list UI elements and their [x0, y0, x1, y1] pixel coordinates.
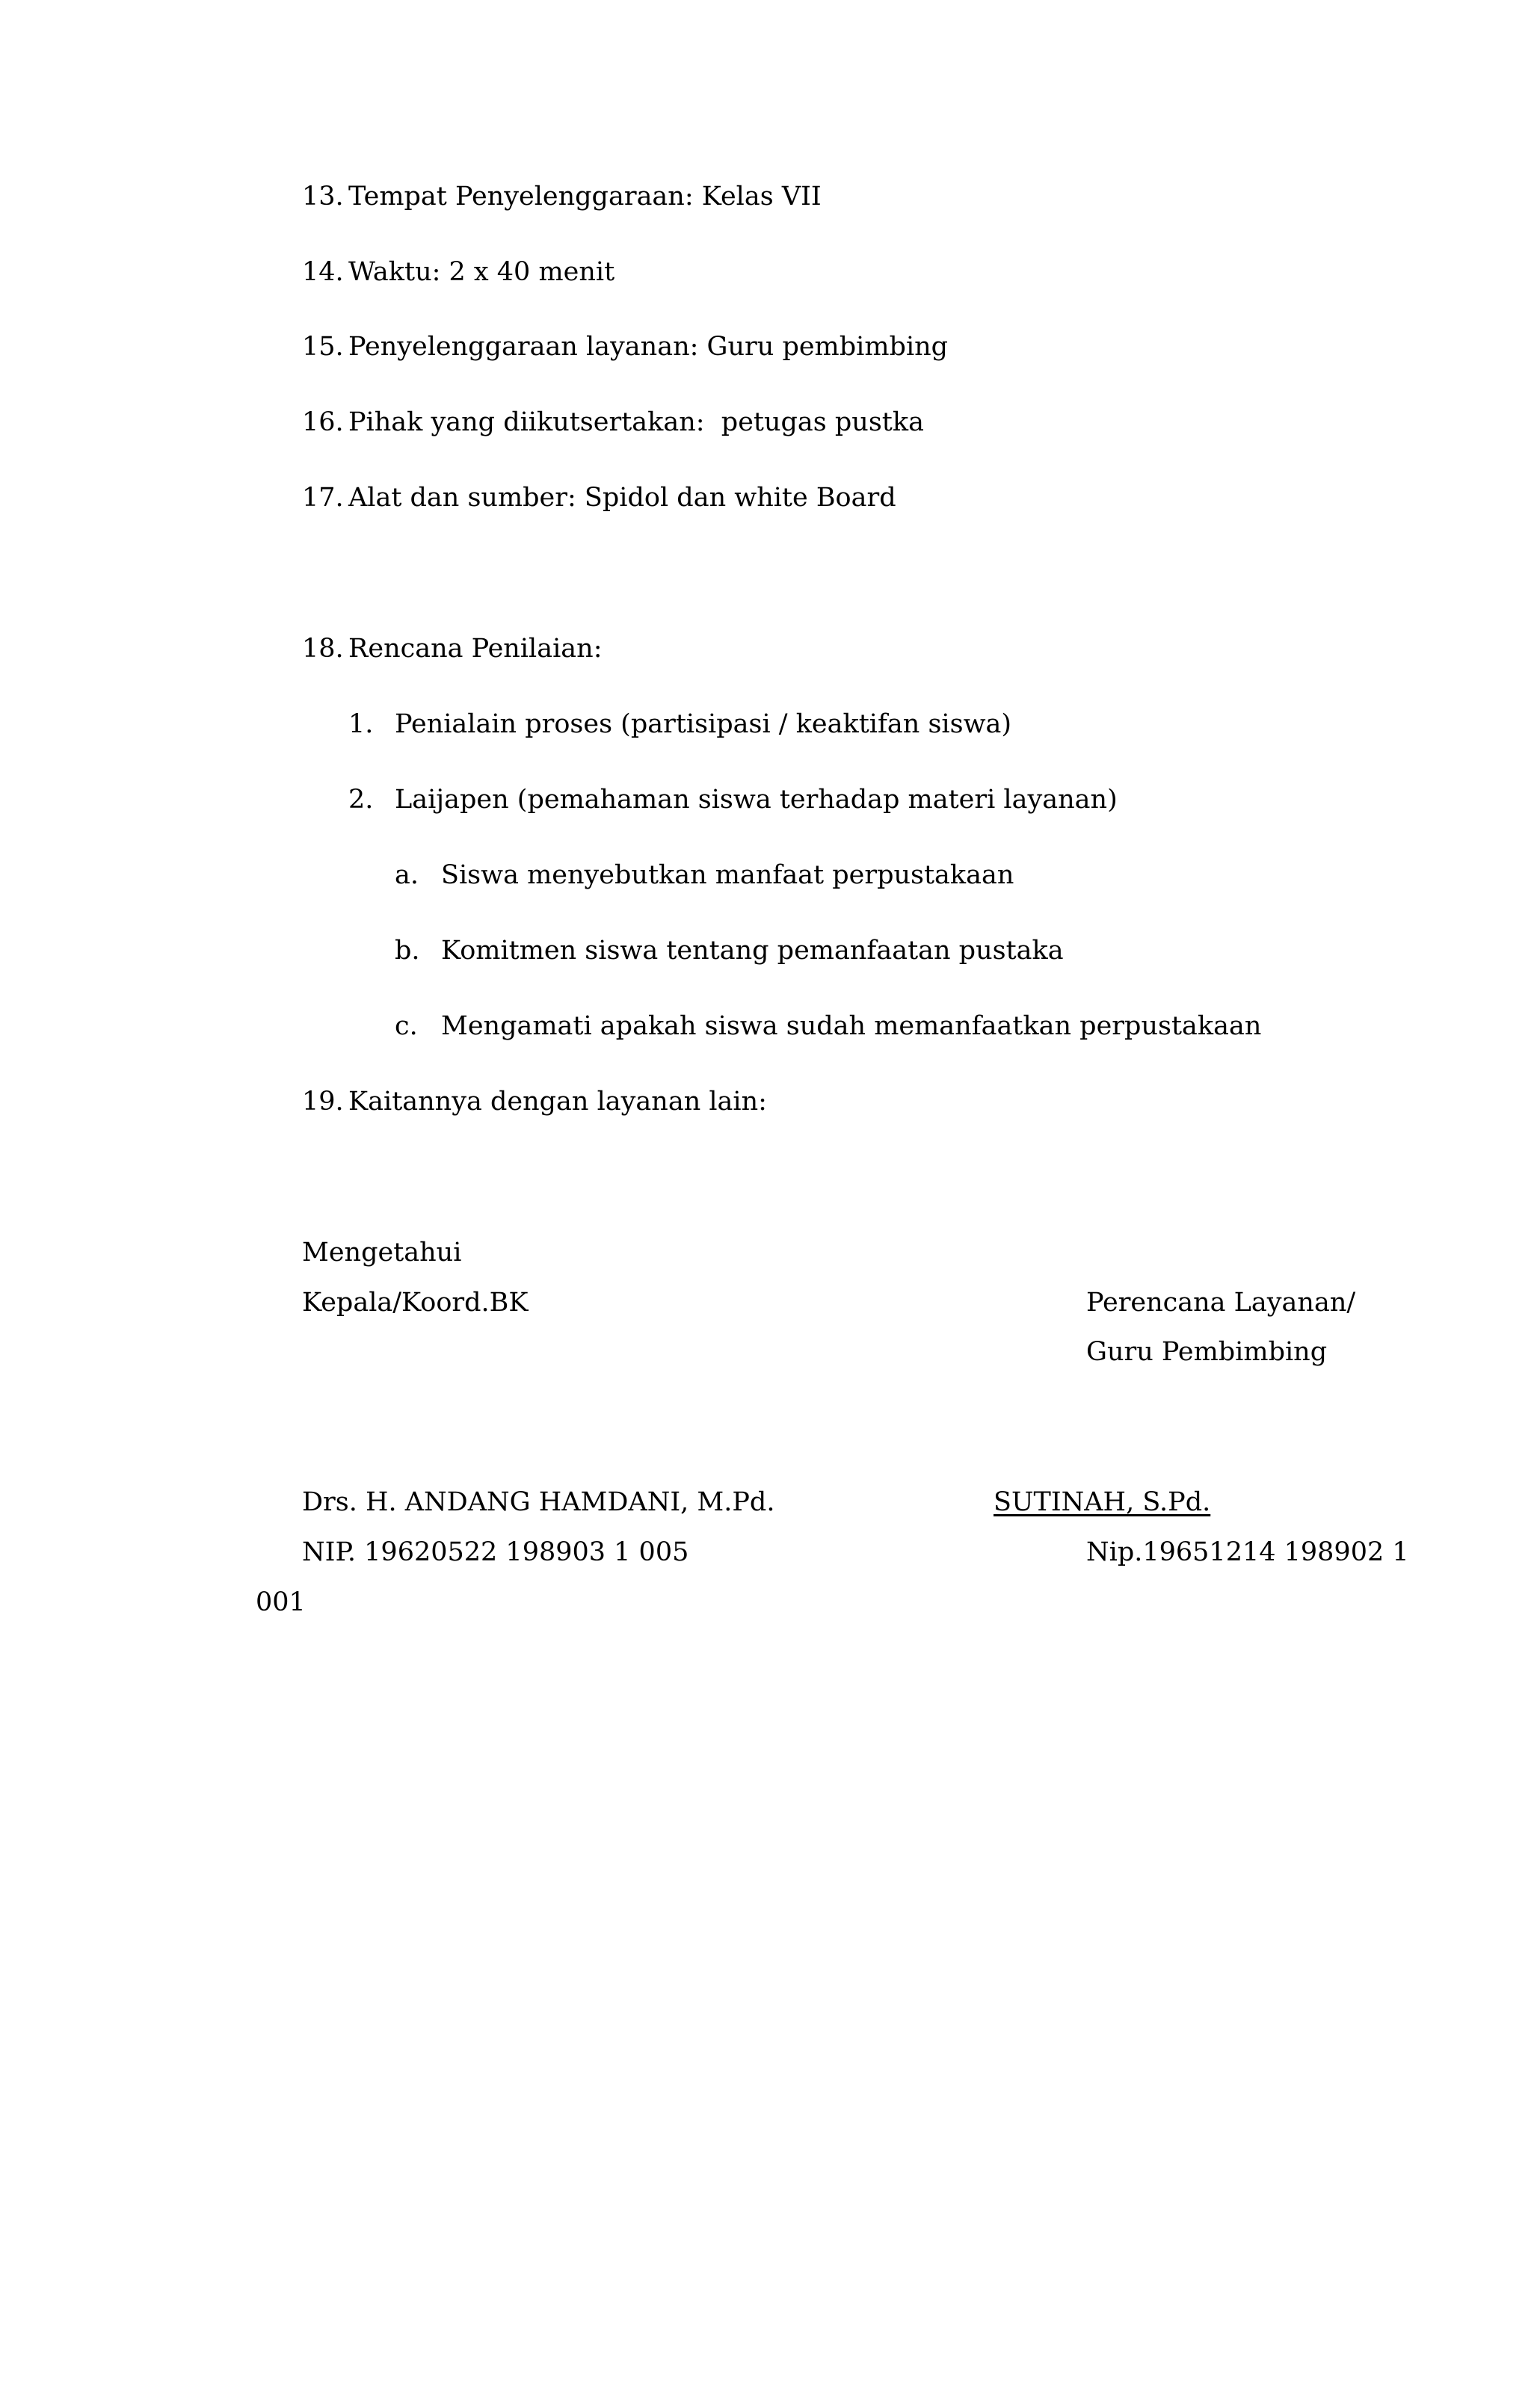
- list-item-text: Penyelenggaraan layanan: Guru pembimbing: [348, 332, 949, 362]
- signature-right-nip: Nip.19651214 198902 1: [1086, 1537, 1409, 1567]
- list-item-number: 16.: [302, 407, 344, 437]
- list-item-17: [302, 485, 896, 511]
- list-item-18: [302, 636, 603, 662]
- assessment-subitem-letter: a.: [395, 860, 419, 890]
- list-item-number: 19.: [302, 1087, 344, 1117]
- signature-right-nip-continuation: 001: [256, 1587, 306, 1617]
- signature-left-heading-2: Kepala/Koord.BK: [302, 1288, 529, 1318]
- list-item-text: Waktu: 2 x 40 menit: [348, 257, 615, 287]
- assessment-subitem-letter: c.: [395, 1011, 418, 1041]
- list-item-number: 17.: [302, 483, 344, 513]
- signature-right-name: SUTINAH, S.Pd.: [994, 1487, 1211, 1517]
- assessment-item-text: Penialain proses (partisipasi / keaktifan siswa): [395, 709, 1012, 739]
- assessment-item-number: 1.: [348, 709, 374, 739]
- list-item-number: 18.: [302, 634, 344, 664]
- list-item-text: Rencana Penilaian:: [348, 634, 603, 664]
- list-item-text: Tempat Penyelenggaraan: Kelas VII: [348, 182, 822, 212]
- signature-left-name: Drs. H. ANDANG HAMDANI, M.Pd.: [302, 1487, 775, 1517]
- list-item-16: [302, 407, 924, 437]
- assessment-item-2: [348, 787, 1118, 813]
- assessment-item-number: 2.: [348, 785, 374, 815]
- list-item-text: Kaitannya dengan layanan lain:: [348, 1087, 767, 1117]
- list-item-text: Pihak yang diikutsertakan: petugas pustka: [348, 407, 924, 437]
- list-item-text: Alat dan sumber: Spidol dan white Board: [348, 483, 896, 513]
- list-item-15: [302, 334, 948, 360]
- assessment-subitem-c: [395, 1013, 1261, 1040]
- assessment-subitem-b: [395, 938, 1064, 964]
- list-item-13: [302, 184, 822, 210]
- list-item-number: 13.: [302, 182, 344, 212]
- list-item-14: [302, 259, 614, 285]
- assessment-subitem-letter: b.: [395, 936, 420, 966]
- signature-left-heading-1: Mengetahui: [302, 1238, 462, 1268]
- assessment-subitem-a: [395, 862, 1014, 889]
- list-item-19: [302, 1089, 767, 1115]
- assessment-item-1: [348, 711, 1011, 738]
- assessment-subitem-text: Mengamati apakah siswa sudah memanfaatkan perpustakaan: [441, 1011, 1262, 1041]
- signature-right-heading-2: Guru Pembimbing: [1086, 1337, 1328, 1367]
- list-item-number: 14.: [302, 257, 344, 287]
- assessment-subitem-text: Siswa menyebutkan manfaat perpustakaan: [441, 860, 1014, 890]
- assessment-item-text: Laijapen (pemahaman siswa terhadap materi layanan): [395, 785, 1118, 815]
- signature-left-nip: NIP. 19620522 198903 1 005: [302, 1537, 689, 1567]
- assessment-subitem-text: Komitmen siswa tentang pemanfaatan pustaka: [441, 936, 1064, 966]
- signature-right-heading-1: Perencana Layanan/: [1086, 1288, 1356, 1318]
- list-item-number: 15.: [302, 332, 344, 362]
